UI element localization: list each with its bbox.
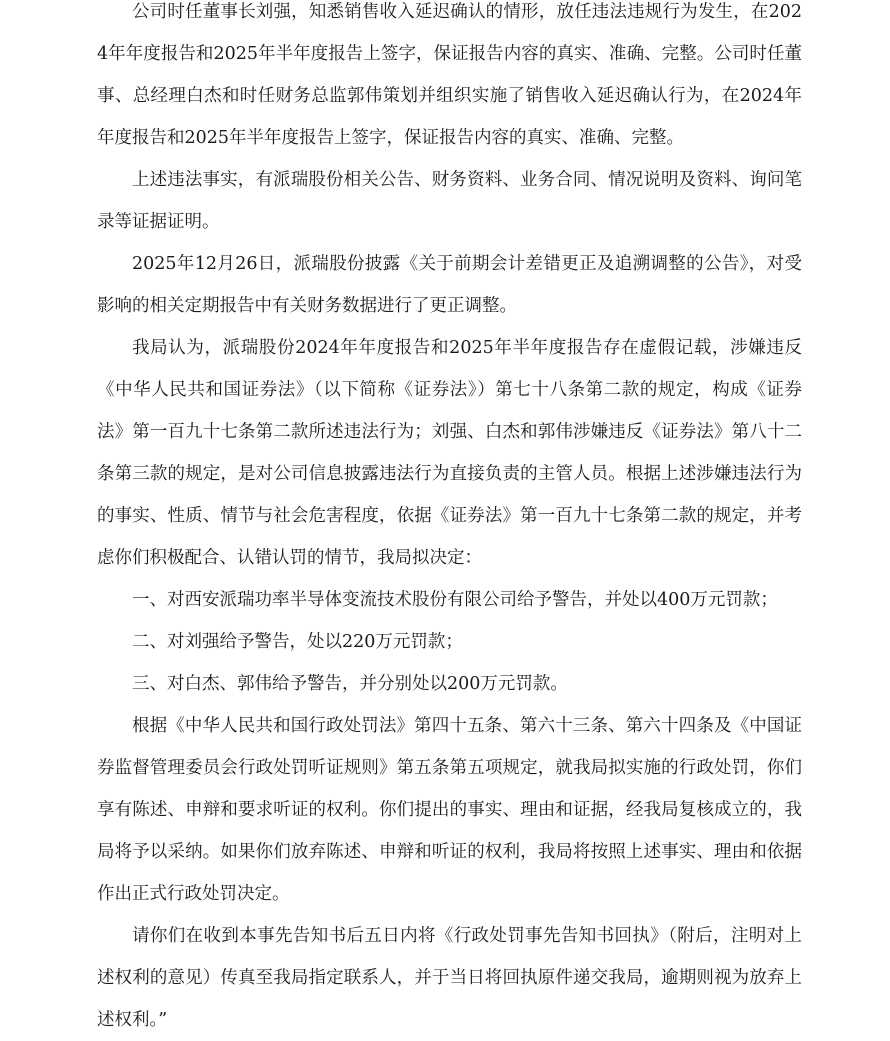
penalty-item-company: 一、对西安派瑞功率半导体变流技术股份有限公司给予警告，并处以400万元罚款； (132, 590, 778, 610)
penalty-item-liu-qiang: 二、对刘强给予警告，处以220万元罚款； (132, 632, 463, 652)
paragraph-correction-disclosure: 2025年12月26日，派瑞股份披露《关于前期会计差错更正及追溯调整的公告》，对受影响的相关定期报告中有关财务数据进行了更正调整。 (97, 254, 802, 316)
paragraph-bureau-finding: 我局认为，派瑞股份2024年年度报告和2025年半年度报告存在虚假记载，涉嫌违反《中华人民共和国证券法》（以下简称《证券法》）第七十八条第二款的规定，构成《证券法》第一百九十七条第二款所述违法行为；刘强、白杰和郭伟涉嫌违反《证券法》第八十二条第三款的规定，是对公司信息披露违法行为直接负责的主管人员。根据上述涉嫌违法行为的事实、性质、情节与社会危害程度，依据《证券法》第一百九十七条第二款的规定，并考虑你们积极配合、认错认罚的情节，我局拟决定： (97, 338, 802, 568)
penalty-item-bai-jie-guo-wei: 三、对白杰、郭伟给予警告，并分别处以200万元罚款。 (132, 674, 568, 694)
paragraph-responsible-persons: 公司时任董事长刘强，知悉销售收入延迟确认的情形，放任违法违规行为发生，在2024年年度报告和2025年半年度报告上签字，保证报告内容的真实、准确、完整。公司时任董事、总经理白杰和时任财务总监郭伟策划并组织实施了销售收入延迟确认行为，在2024年年度报告和2025年半年度报告上签字，保证报告内容的真实、准确、完整。 (97, 2, 802, 148)
paragraph-receipt-instructions: 请你们在收到本事先告知书后五日内将《行政处罚事先告知书回执》（附后，注明对上述权利的意见）传真至我局指定联系人，并于当日将回执原件递交我局，逾期则视为放弃上述权利。” (97, 926, 802, 1030)
paragraph-hearing-rights: 根据《中华人民共和国行政处罚法》第四十五条、第六十三条、第六十四条及《中国证券监督管理委员会行政处罚听证规则》第五条第五项规定，就我局拟实施的行政处罚，你们享有陈述、申辩和要求听证的权利。你们提出的事实、理由和证据，经我局复核成立的，我局将予以采纳。如果你们放弃陈述、申辩和听证的权利，我局将按照上述事实、理由和依据作出正式行政处罚决定。 (97, 716, 802, 904)
paragraph-evidence: 上述违法事实，有派瑞股份相关公告、财务资料、业务合同、情况说明及资料、询问笔录等证据证明。 (97, 170, 802, 232)
